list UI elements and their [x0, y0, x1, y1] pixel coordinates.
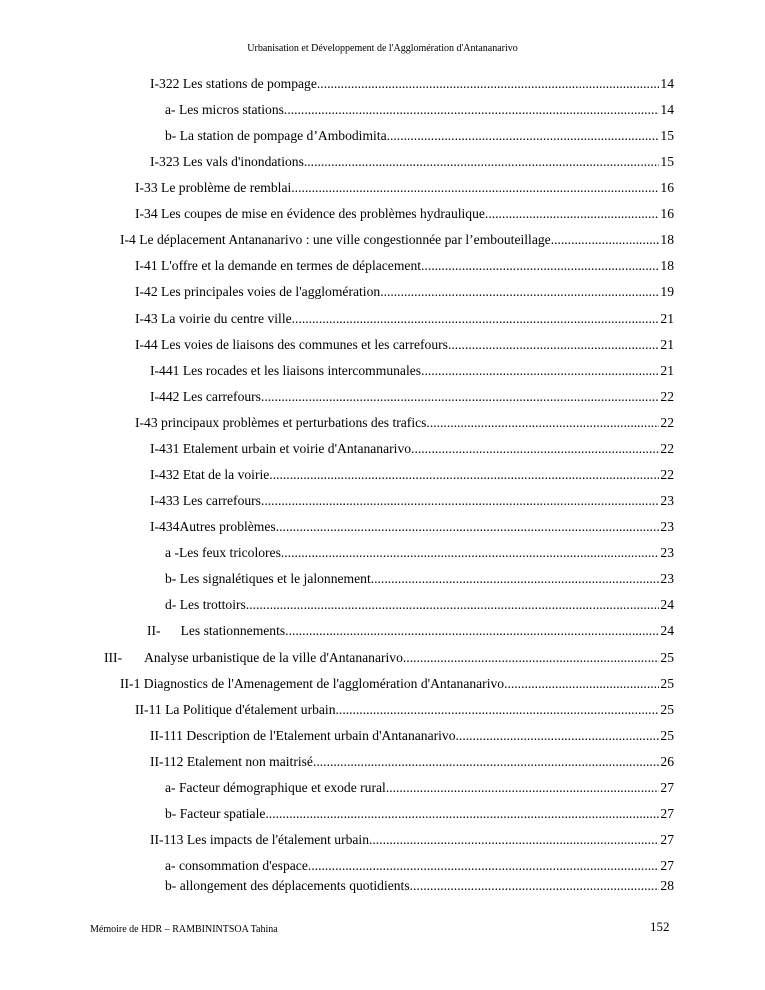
toc-title: d- Les trottoirs: [165, 597, 246, 612]
toc-title: b- La station de pompage d’Ambodimita: [165, 128, 387, 143]
toc-page: 18: [660, 258, 674, 273]
toc-number: I-431: [150, 441, 180, 456]
toc-page: 21: [660, 311, 674, 326]
leader-dots: [387, 127, 660, 145]
toc-page: 26: [660, 754, 674, 769]
toc-page: 24: [660, 623, 674, 638]
toc-page: 24: [660, 597, 674, 612]
toc-title: a -Les feux tricolores: [165, 545, 281, 560]
toc-entry[interactable]: [135, 179, 674, 197]
leader-dots: [317, 75, 660, 93]
toc-page: 27: [660, 780, 674, 795]
toc-page: 22: [660, 389, 674, 404]
leader-dots: [403, 649, 660, 667]
toc-number: I-323: [150, 154, 180, 169]
leader-dots: [284, 101, 659, 119]
toc-number: I-432: [150, 467, 180, 482]
toc-entry[interactable]: [150, 75, 674, 93]
toc-title: La Politique d'étalement urbain: [165, 702, 336, 717]
leader-dots: [421, 362, 659, 380]
toc-entry[interactable]: [150, 440, 674, 458]
toc-page: 23: [660, 519, 674, 534]
toc-title: I-33 Le problème de remblai: [135, 180, 292, 195]
toc-title: I-34 Les coupes de mise en évidence des problèmes hydraulique: [135, 206, 485, 221]
toc-entry[interactable]: [104, 649, 674, 667]
toc-title: a- Les micros stations: [165, 102, 284, 117]
toc-entry[interactable]: [135, 205, 674, 223]
leader-dots: [291, 179, 659, 197]
toc-page: 23: [660, 493, 674, 508]
toc-number: III-: [104, 650, 123, 665]
leader-dots: [411, 440, 659, 458]
toc-title: b- Facteur spatiale: [165, 806, 266, 821]
leader-dots: [448, 336, 659, 354]
leader-dots: [276, 518, 660, 536]
toc-entry[interactable]: [165, 805, 674, 823]
toc-title: b- allongement des déplacements quotidients: [165, 878, 410, 893]
toc-title: Les impacts de l'étalement urbain: [186, 832, 369, 847]
toc-number: II-: [147, 623, 161, 638]
toc-title: Etalement urbain et voirie d'Antananarivo: [182, 441, 412, 456]
toc-entry[interactable]: [150, 727, 674, 745]
leader-dots: [426, 414, 659, 432]
toc-page: 28: [660, 878, 674, 893]
toc-title: I-43 La voirie du centre ville: [135, 311, 292, 326]
toc-entry[interactable]: [135, 283, 674, 301]
toc-title: I-434Autres problèmes: [150, 519, 276, 534]
toc-page: 23: [660, 571, 674, 586]
footer-page-number: 152: [650, 919, 670, 934]
toc-title: a- Facteur démographique et exode rural: [165, 780, 386, 795]
toc-title: Les carrefours: [182, 493, 261, 508]
toc-entry[interactable]: [135, 257, 674, 275]
toc-entry[interactable]: [150, 492, 674, 510]
toc-entry[interactable]: [165, 596, 674, 614]
toc-entry[interactable]: [165, 779, 674, 797]
leader-dots: [369, 831, 659, 849]
toc-page: 21: [660, 363, 674, 378]
toc-entry[interactable]: [150, 518, 674, 536]
toc-entry[interactable]: [150, 831, 674, 849]
toc-entry[interactable]: [120, 675, 674, 693]
toc-page: 25: [660, 702, 674, 717]
leader-dots: [410, 877, 660, 895]
toc-entry[interactable]: [120, 231, 674, 249]
toc-title: Etalement non maitrisé: [186, 754, 313, 769]
toc-entry[interactable]: [165, 544, 674, 562]
toc-page: 15: [660, 128, 674, 143]
toc-title: Les stationnements: [180, 623, 286, 638]
leader-dots: [261, 492, 659, 510]
toc-title: Les vals d'inondations: [182, 154, 304, 169]
leader-dots: [551, 231, 660, 249]
toc-title: I-44 Les voies de liaisons des communes et les carrefours: [135, 337, 448, 352]
toc-page: 21: [660, 337, 674, 352]
toc-title: Les rocades et les liaisons intercommunales: [182, 363, 422, 378]
running-header: Urbanisation et Développement de l'Agglomération d'Antananarivo: [247, 43, 518, 54]
leader-dots: [371, 570, 660, 588]
toc-title: Description de l'Etalement urbain d'Antananarivo: [186, 728, 456, 743]
leader-dots: [485, 205, 659, 223]
leader-dots: [269, 466, 659, 484]
toc-number: II-11: [135, 702, 162, 717]
leader-dots: [313, 753, 659, 771]
leader-dots: [504, 675, 659, 693]
leader-dots: [456, 727, 660, 745]
toc-number: II-111: [150, 728, 183, 743]
toc-entry[interactable]: [135, 336, 674, 354]
leader-dots: [246, 596, 660, 614]
leader-dots: [261, 388, 659, 406]
toc-page: 27: [660, 858, 674, 873]
leader-dots: [386, 779, 660, 797]
leader-dots: [380, 283, 659, 301]
toc-page: 16: [660, 180, 674, 195]
toc-number: I-442: [150, 389, 180, 404]
toc-entry[interactable]: [165, 857, 674, 875]
toc-page: 18: [660, 232, 674, 247]
leader-dots: [265, 805, 659, 823]
toc-title: Les stations de pompage: [182, 76, 317, 91]
toc-number: I-322: [150, 76, 180, 91]
toc-entry[interactable]: [150, 753, 674, 771]
toc-title: Les carrefours: [182, 389, 261, 404]
toc-title: a- consommation d'espace: [165, 858, 308, 873]
toc-title: Etat de la voirie: [182, 467, 270, 482]
toc-page: 22: [660, 415, 674, 430]
toc-number: II-113: [150, 832, 184, 847]
toc-number: I-433: [150, 493, 180, 508]
toc-page: 23: [660, 545, 674, 560]
toc-entry[interactable]: [165, 101, 674, 119]
toc-page: 25: [660, 650, 674, 665]
toc-title: II-1 Diagnostics de l'Amenagement de l'agglomération d'Antananarivo: [120, 676, 505, 691]
toc-entry[interactable]: [135, 701, 674, 719]
toc-title: b- Les signalétiques et le jalonnement: [165, 571, 371, 586]
toc-title: I-41 L'offre et la demande en termes de déplacement: [135, 258, 422, 273]
leader-dots: [308, 857, 660, 875]
leader-dots: [285, 622, 659, 640]
toc-entry[interactable]: [150, 362, 674, 380]
toc-number: II-112: [150, 754, 184, 769]
toc-entry[interactable]: [150, 388, 674, 406]
leader-dots: [304, 153, 660, 171]
footer-author: Mémoire de HDR – RAMBININTSOA Tahina: [90, 924, 278, 935]
toc-entry[interactable]: [147, 622, 674, 640]
toc-page: 15: [660, 154, 674, 169]
leader-dots: [281, 544, 660, 562]
toc-page: 22: [660, 441, 674, 456]
toc-page: 25: [660, 728, 674, 743]
toc-number: I-441: [150, 363, 180, 378]
toc-entry[interactable]: [165, 127, 674, 145]
toc-title: I-42 Les principales voies de l'agglomération: [135, 284, 381, 299]
toc-entry[interactable]: [150, 153, 674, 171]
toc-title: I-43 principaux problèmes et perturbations des trafics: [135, 415, 427, 430]
toc-entry[interactable]: [150, 466, 674, 484]
toc-entry[interactable]: [135, 310, 674, 328]
leader-dots: [336, 701, 660, 719]
toc-page: 16: [660, 206, 674, 221]
toc-page: 22: [660, 467, 674, 482]
toc-page: 27: [660, 832, 674, 847]
toc-entry[interactable]: [165, 570, 674, 588]
toc-page: 27: [660, 806, 674, 821]
toc-page: 19: [660, 284, 674, 299]
toc-page: 14: [660, 76, 674, 91]
toc-page: 25: [660, 676, 674, 691]
toc-title: Analyse urbanistique de la ville d'Antananarivo: [144, 650, 403, 665]
leader-dots: [292, 310, 660, 328]
toc-entry[interactable]: [135, 414, 674, 432]
leader-dots: [421, 257, 659, 275]
toc-page: 14: [660, 102, 674, 117]
toc-entry[interactable]: [165, 877, 674, 895]
toc-title: I-4 Le déplacement Antananarivo : une ville congestionnée par l’embouteillage: [120, 232, 551, 247]
